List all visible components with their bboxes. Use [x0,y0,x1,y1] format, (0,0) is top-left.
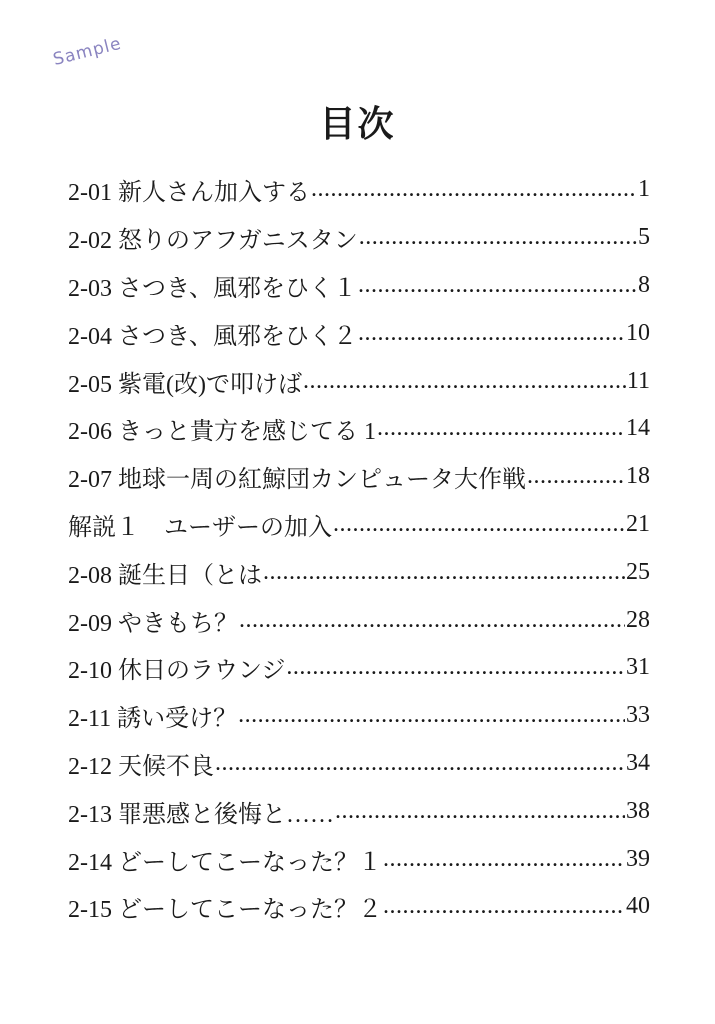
toc-entry-title: 2-10 休日のラウンジ [68,658,286,685]
toc-entry[interactable] [68,262,650,310]
dot-leader [238,702,625,729]
toc-entry-title: 2-07 地球一周の紅鯨団カンピュータ大作戦 [68,467,526,494]
toc-page-number: 1 [638,176,650,203]
table-of-contents [68,166,650,931]
toc-entry[interactable] [68,596,650,644]
dot-leader [311,176,637,203]
toc-entry-title: 2-14 どーしてこーなった？１ [68,849,382,876]
dot-leader [377,415,625,442]
toc-entry[interactable] [68,740,650,788]
dot-leader [527,463,625,490]
toc-page-number: 39 [626,845,650,872]
toc-entry[interactable] [68,501,650,549]
toc-page-number: 34 [626,749,650,776]
toc-page-number: 5 [638,224,650,251]
dot-leader [359,224,637,251]
toc-entry-title: 2-11 誘い受け？ [68,706,238,733]
toc-page-number: 14 [626,415,650,442]
toc-page-number: 21 [626,510,650,537]
dot-leader [303,368,626,395]
toc-entry[interactable] [68,166,650,214]
toc-entry[interactable] [68,883,650,931]
dot-leader [215,750,625,777]
toc-page-number: 28 [626,606,650,633]
toc-page-number: 40 [626,893,650,920]
toc-entry-title: 2-01 新人さん加入する [68,180,310,207]
sample-watermark: Sample [51,33,124,70]
dot-leader [383,893,625,920]
toc-entry-title: 2-15 どーしてこーなった？２ [68,897,382,924]
toc-entry[interactable] [68,214,650,262]
dot-leader [286,654,625,681]
toc-entry[interactable] [68,405,650,453]
dot-leader [263,559,625,586]
dot-leader [239,607,625,634]
toc-entry-title: 2-02 怒りのアフガニスタン [68,228,358,255]
toc-entry[interactable] [68,644,650,692]
toc-entry[interactable] [68,453,650,501]
dot-leader [358,320,625,347]
page-title: 目次 [319,104,396,145]
toc-entry-title: 2-08 誕生日（とは [68,562,262,589]
toc-page-number: 18 [626,463,650,490]
toc-page-number: 31 [626,654,650,681]
toc-page-number: 8 [638,271,650,298]
toc-entry[interactable] [68,692,650,740]
toc-page-number: 11 [626,367,650,394]
toc-entry-title: 2-03 さつき、風邪をひく１ [68,275,358,302]
toc-entry-title: 2-12 天候不良 [68,753,214,780]
toc-entry[interactable] [68,309,650,357]
toc-entry-title: 解説１ ユーザーの加入 [68,514,332,541]
toc-entry-title: 2-04 さつき、風邪をひく２ [68,323,358,350]
toc-entry-title: 2-13 罪悪感と後悔と…… [68,801,334,828]
toc-page-number: 33 [626,702,650,729]
toc-entry[interactable] [68,548,650,596]
dot-leader [335,798,625,825]
toc-entry[interactable] [68,835,650,883]
toc-page-number: 38 [626,797,650,824]
toc-entry-title: 2-06 きっと貴方を感じてる 1 [68,419,376,446]
dot-leader [333,511,625,538]
toc-page-number: 25 [626,558,650,585]
toc-entry-title: 2-09 やきもち？ [68,610,238,637]
toc-entry[interactable] [68,787,650,835]
toc-entry[interactable] [68,357,650,405]
dot-leader [383,846,625,873]
dot-leader [358,272,637,299]
toc-entry-title: 2-05 紫電(改)で叩けば [68,371,302,398]
toc-page-number: 10 [626,319,650,346]
